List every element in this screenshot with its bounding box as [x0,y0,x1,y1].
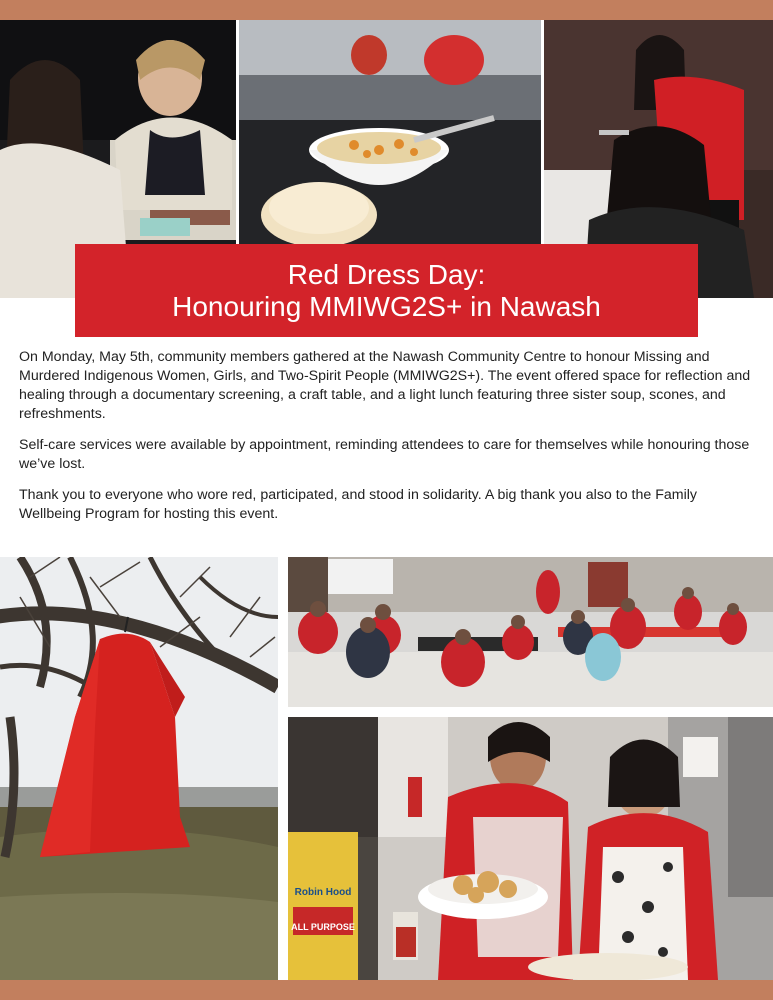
bottom-border-band [0,980,773,1000]
photo-community-hall [288,557,773,707]
photo-scone-servers [288,717,773,980]
article-body [19,348,759,536]
title-line-2: Honouring MMIWG2S+ in Nawash [172,290,601,322]
photo-red-dress-tree [0,557,278,980]
flour-bag-label: ALL PURPOSE [291,922,355,932]
title-banner [75,244,698,337]
title-line-1: Red Dress Day: [287,258,486,290]
top-border-band [0,0,773,20]
paragraph-1: On Monday, May 5th, community members gathered at the Nawash Community Centre to honour Missing and Murdered Indigenous Women, Girls, and Two-Spirit People (MMIWG2S+). The event offered space for reflection and healing through a documentary screening, a craft table, and a light lunch featuring three sister soup, scones, and refreshments. [19,349,751,422]
paragraph-3: Thank you to everyone who wore red, participated, and stood in solidarity. A big thank you also to the Family Wellbeing Program for hosting this event. [19,487,697,522]
paragraph-2: Self-care services were available by appointment, reminding attendees to care for themselves while honouring those we’ve lost. [19,437,750,472]
photo-soup-and-scone [239,20,541,244]
flour-bag-brand: Robin Hood [294,887,352,898]
